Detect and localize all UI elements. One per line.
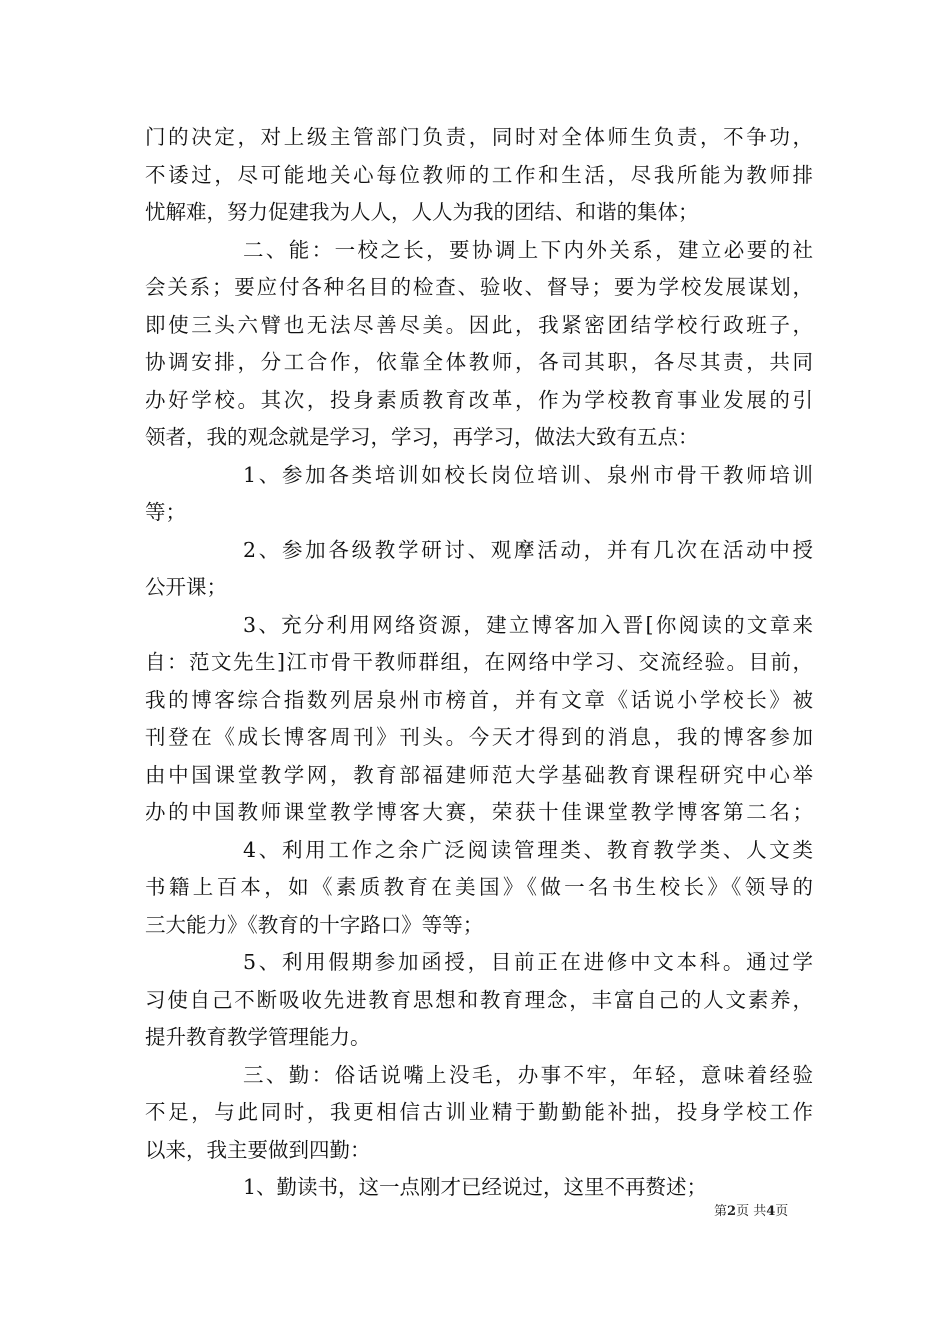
- text-line: 公开课；: [145, 575, 227, 599]
- list-item-line: 4、利用工作之余广泛阅读管理类、教育教学类、人文类: [243, 837, 813, 862]
- text-line: 办的中国教师课堂教学博客大赛，荣获十佳课堂教学博客第二名；: [145, 800, 813, 824]
- total-pages-number: 4: [766, 1204, 776, 1219]
- text-line: 以来，我主要做到四勤：: [145, 1137, 371, 1162]
- current-page-number: 2: [727, 1204, 737, 1219]
- text-line: 即使三头六臂也无法尽善尽美。因此，我紧密团结学校行政班子，: [145, 312, 813, 337]
- text-line: 忧解难，努力促建我为人人，人人为我的团结、和谐的集体；: [145, 200, 699, 224]
- text-line: 等；: [145, 500, 186, 524]
- document-body: [145, 119, 813, 1207]
- text-line: 办好学校。其次，投身素质教育改革，作为学校教育事业发展的引: [145, 387, 813, 412]
- list-item-line: 3、充分利用网络资源，建立博客加入晋[你阅读的文章来: [243, 612, 813, 637]
- text-line: 自：范文先生]江市骨干教师群组，在网络中学习、交流经验。目前，: [145, 650, 813, 674]
- text-line: 协调安排，分工合作，依靠全体教师，各司其职，各尽其责，共同: [145, 350, 813, 374]
- page-footer: [714, 1204, 788, 1220]
- text-line: 三大能力》《教育的十字路口》等等；: [145, 912, 484, 937]
- list-item-line: 5、利用假期参加函授，目前正在进修中文本科。通过学: [243, 950, 813, 974]
- section-heading-line: 三、勤：俗话说嘴上没毛，办事不牢，年轻，意味着经验: [243, 1062, 813, 1087]
- text-line: 会关系；要应付各种名目的检查、验收、督导；要为学校发展谋划，: [145, 275, 813, 299]
- text-line: 刊登在《成长博客周刊》刊头。今天才得到的消息，我的博客参加: [145, 725, 813, 749]
- text-line: 门的决定，对上级主管部门负责，同时对全体师生负责，不争功，: [145, 125, 813, 149]
- text-line: 不诿过，尽可能地关心每位教师的工作和生活，尽我所能为教师排: [145, 162, 813, 187]
- text-line: 我的博客综合指数列居泉州市榜首，并有文章《话说小学校长》被: [145, 687, 813, 712]
- footer-prefix: 第: [714, 1204, 728, 1219]
- text-line: 不足，与此同时，我更相信古训业精于勤勤能补拙，投身学校工作: [145, 1100, 813, 1124]
- text-line: 领者，我的观念就是学习，学习，再学习，做法大致有五点：: [145, 425, 699, 449]
- list-item-line: 1、参加各类培训如校长岗位培训、泉州市骨干教师培训: [243, 462, 813, 487]
- section-heading-line: 二、能：一校之长，要协调上下内外关系，建立必要的社: [243, 237, 813, 262]
- text-line: 习使自己不断吸收先进教育思想和教育理念，丰富自己的人文素养，: [145, 987, 813, 1012]
- footer-suffix: 页: [775, 1204, 789, 1219]
- text-line: 书籍上百本，如《素质教育在美国》《做一名书生校长》《领导的: [145, 875, 813, 899]
- footer-middle: 页 共: [736, 1204, 767, 1219]
- text-line: 由中国课堂教学网，教育部福建师范大学基础教育课程研究中心举: [145, 762, 813, 787]
- list-item-line: 2、参加各级教学研讨、观摩活动，并有几次在活动中授: [243, 537, 813, 562]
- text-line: 提升教育教学管理能力。: [145, 1025, 371, 1049]
- list-item-line: 1、勤读书，这一点刚才已经说过，这里不再赘述；: [243, 1175, 708, 1199]
